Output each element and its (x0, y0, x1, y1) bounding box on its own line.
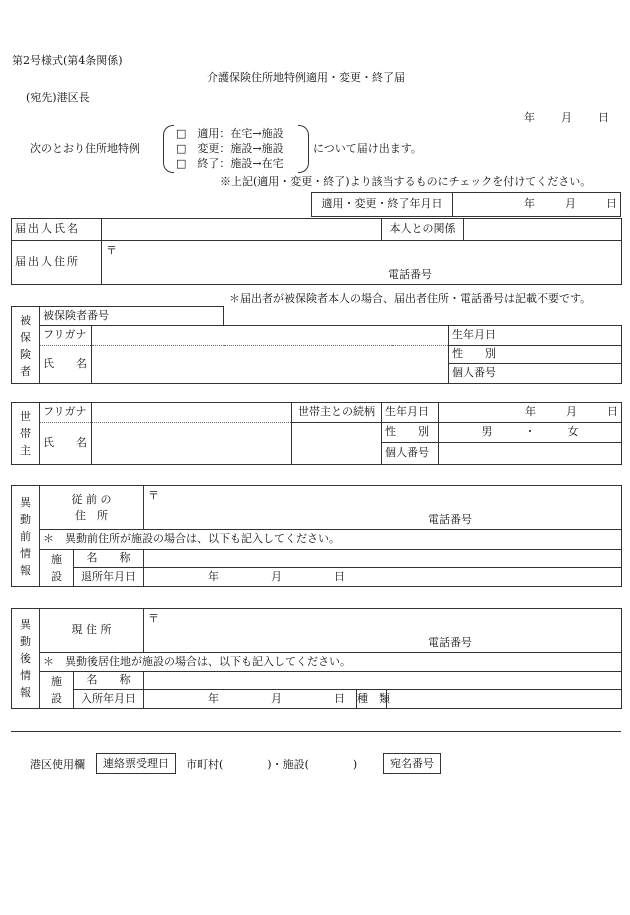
before-facility-name-field[interactable] (144, 550, 622, 568)
after-address-label: 現 住 所 (40, 609, 144, 653)
check-note: ※上記(適用・変更・終了)より該当するものにチェックを付けてください。 (220, 175, 592, 188)
insured-name-field[interactable] (92, 346, 449, 384)
after-date-label: 入所年月日 (74, 690, 144, 709)
addressee: (宛先)港区長 (26, 91, 90, 104)
notifier-note: ＊届出者が被保険者本人の場合、届出者住所・電話番号は記載不要です。 (229, 292, 592, 305)
householder-sex-label: 性 別 (382, 423, 439, 443)
after-facility-name-label: 名 称 (74, 672, 144, 690)
after-type-label: 種 類 (357, 690, 387, 709)
insured-number-field[interactable] (224, 307, 392, 326)
notice-suffix: について届け出ます。 (313, 142, 422, 155)
address-no-box[interactable]: 宛名番号 (383, 753, 441, 774)
before-table (11, 485, 622, 587)
insured-side-label: 被 保 険 者 (12, 307, 40, 384)
before-address-field[interactable] (144, 486, 622, 530)
after-facility-note: ＊ 異動後居住地が施設の場合は、以下も記入してください。 (40, 653, 622, 672)
after-facility-side: 施 設 (40, 672, 74, 709)
after-side-label: 異 動 後 情 報 (12, 609, 40, 709)
notifier-table (11, 218, 622, 285)
left-paren (163, 125, 174, 173)
form-number: 第2号様式(第4条関係) (12, 54, 123, 67)
insured-personal-no-label: 個人番号 (449, 364, 622, 384)
householder-furigana-label: フリガナ (40, 403, 92, 423)
before-address-label: 従 前 の 住 所 (40, 486, 144, 530)
householder-side-label: 世 帯 主 (12, 403, 40, 465)
householder-relation-label: 世帯主との続柄 (292, 403, 382, 423)
right-paren (298, 125, 309, 173)
insured-birth-label: 生年月日 (449, 326, 622, 346)
notifier-name-field[interactable] (102, 219, 382, 241)
after-table (11, 608, 622, 709)
before-facility-name-label: 名 称 (74, 550, 144, 568)
householder-name-label: 氏 名 (40, 423, 92, 465)
option-apply[interactable]: □ 適用：在宅→施設 (176, 127, 284, 140)
phone-label: 電話番号 (388, 268, 432, 281)
householder-table (11, 402, 622, 465)
before-date-label: 退所年月日 (74, 568, 144, 587)
receipt-date-box[interactable]: 連絡票受理日 (96, 753, 176, 774)
householder-birth-label: 生年月日 (382, 403, 439, 423)
before-date-field[interactable]: 年 月 日 (144, 568, 622, 587)
effective-date-field[interactable]: 年 月 日 (453, 193, 621, 217)
after-date-field[interactable]: 年 月 日 (144, 690, 357, 709)
municipality-facility: 市町村( )・施設( ) (186, 758, 358, 771)
after-type-field[interactable] (387, 690, 622, 709)
effective-date-label: 適用・変更・終了年月日 (312, 193, 453, 217)
notifier-address-label: 届出人住所 (12, 241, 102, 285)
option-end[interactable]: □ 終了：施設→在宅 (176, 157, 284, 170)
insured-furigana-field[interactable] (92, 326, 449, 346)
effective-date-table (311, 192, 621, 217)
notifier-address-field[interactable] (102, 241, 622, 285)
before-postal-mark: 〒 (148, 489, 159, 502)
before-phone-label: 電話番号 (428, 513, 472, 526)
relation-label: 本人との関係 (382, 219, 464, 241)
householder-furigana-field[interactable] (92, 403, 292, 423)
postal-mark: 〒 (106, 244, 117, 257)
before-side-label: 異 動 前 情 報 (12, 486, 40, 587)
after-facility-name-field[interactable] (144, 672, 622, 690)
option-change[interactable]: □ 変更：施設→施設 (176, 142, 284, 155)
householder-name-field[interactable] (92, 423, 292, 465)
insured-number-label: 被保険者番号 (40, 307, 224, 326)
householder-personal-no-field[interactable] (439, 443, 622, 465)
householder-relation-field[interactable] (292, 423, 382, 465)
notice-prefix: 次のとおり住所地特例 (30, 142, 140, 155)
after-phone-label: 電話番号 (428, 636, 472, 649)
after-address-field[interactable] (144, 609, 622, 653)
insured-name-label: 氏 名 (40, 346, 92, 384)
after-postal-mark: 〒 (148, 612, 159, 625)
insured-sex-label: 性 別 (449, 346, 622, 364)
householder-personal-no-label: 個人番号 (382, 443, 439, 465)
before-facility-side: 施 設 (40, 550, 74, 587)
notifier-name-label: 届出人氏名 (12, 219, 102, 241)
form-title: 介護保険住所地特例適用・変更・終了届 (207, 71, 405, 84)
insured-furigana-label: フリガナ (40, 326, 92, 346)
relation-field[interactable] (464, 219, 622, 241)
submission-date: 年 月 日 (524, 111, 609, 124)
office-label: 港区使用欄 (30, 758, 85, 771)
householder-sex-options[interactable]: 男 ・ 女 (439, 423, 622, 443)
before-facility-note: ＊ 異動前住所が施設の場合は、以下も記入してください。 (40, 530, 622, 550)
householder-birth-field[interactable]: 年 月 日 (439, 403, 622, 423)
office-divider (11, 731, 621, 732)
insured-table (11, 306, 622, 384)
